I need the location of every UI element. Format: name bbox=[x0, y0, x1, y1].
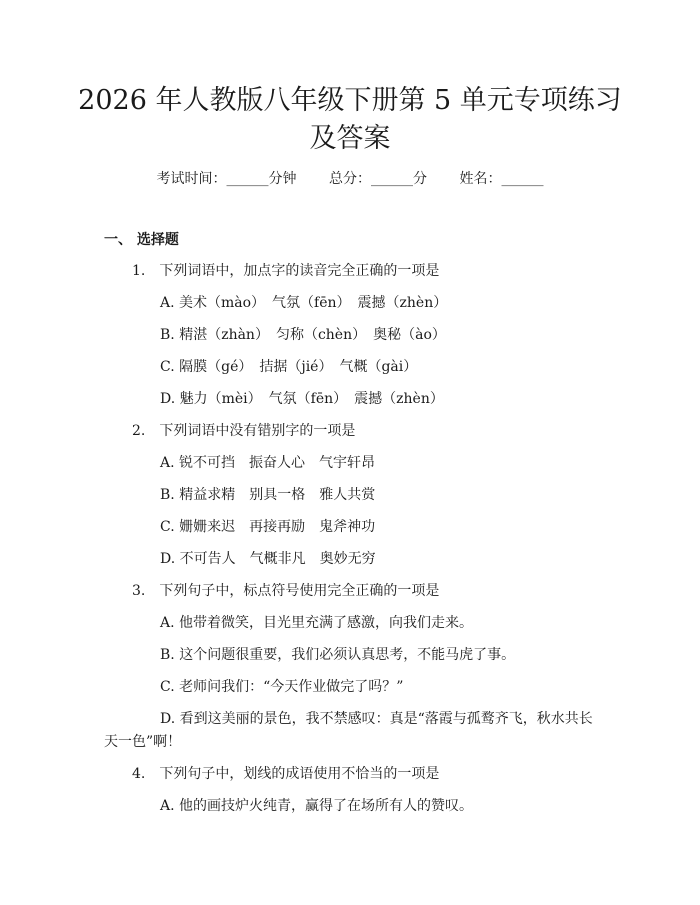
student-name: 姓名：______ bbox=[459, 171, 544, 187]
option: A. 他的画技炉火纯青，赢得了在场所有人的赞叹。 bbox=[160, 798, 474, 814]
option: B. 精湛（zhàn） 匀称（chèn） 奥秘（ào） bbox=[160, 327, 446, 343]
option: A. 他带着微笑，目光里充满了感激，向我们走来。 bbox=[160, 615, 474, 631]
option: B. 这个问题很重要，我们必须认真思考，不能马虎了事。 bbox=[160, 647, 516, 663]
option: D. 不可告人 气概非凡 奥妙无穷 bbox=[160, 551, 376, 567]
section-heading: 一、 选择题 bbox=[104, 232, 179, 248]
question-stem: 3. 下列句子中，标点符号使用完全正确的一项是 bbox=[132, 583, 440, 599]
document-title-line1: 2026 年人教版八年级下册第 5 单元专项练习 bbox=[78, 85, 622, 116]
option-continuation: 天一色”啊！ bbox=[104, 734, 182, 750]
option: A. 锐不可挡 振奋人心 气宇轩昂 bbox=[160, 455, 376, 471]
option: D. 魅力（mèi） 气氛（fēn） 震撼（zhèn） bbox=[160, 391, 444, 407]
option: C. 老师问我们：“今天作业做完了吗？” bbox=[160, 679, 404, 695]
option: A. 美术（mào） 气氛（fēn） 震撼（zhèn） bbox=[160, 295, 448, 311]
question-stem: 2. 下列词语中没有错别字的一项是 bbox=[132, 423, 356, 439]
total-score: 总分：______分 bbox=[329, 171, 427, 187]
option: C. 隔膜（gé） 拮据（jié） 气概（gài） bbox=[160, 359, 418, 375]
question-stem: 4. 下列句子中，划线的成语使用不恰当的一项是 bbox=[132, 766, 440, 782]
option: D. 看到这美丽的景色，我不禁感叹：真是“落霞与孤鹜齐飞，秋水共长 bbox=[160, 711, 593, 727]
document-title-line2: 及答案 bbox=[309, 123, 391, 154]
exam-info bbox=[0, 168, 700, 188]
exam-time: 考试时间：______分钟 bbox=[156, 171, 297, 187]
option: C. 姗姗来迟 再接再励 鬼斧神功 bbox=[160, 519, 376, 535]
option: B. 精益求精 别具一格 雅人共赏 bbox=[160, 487, 376, 503]
question-stem: 1. 下列词语中，加点字的读音完全正确的一项是 bbox=[132, 263, 440, 279]
